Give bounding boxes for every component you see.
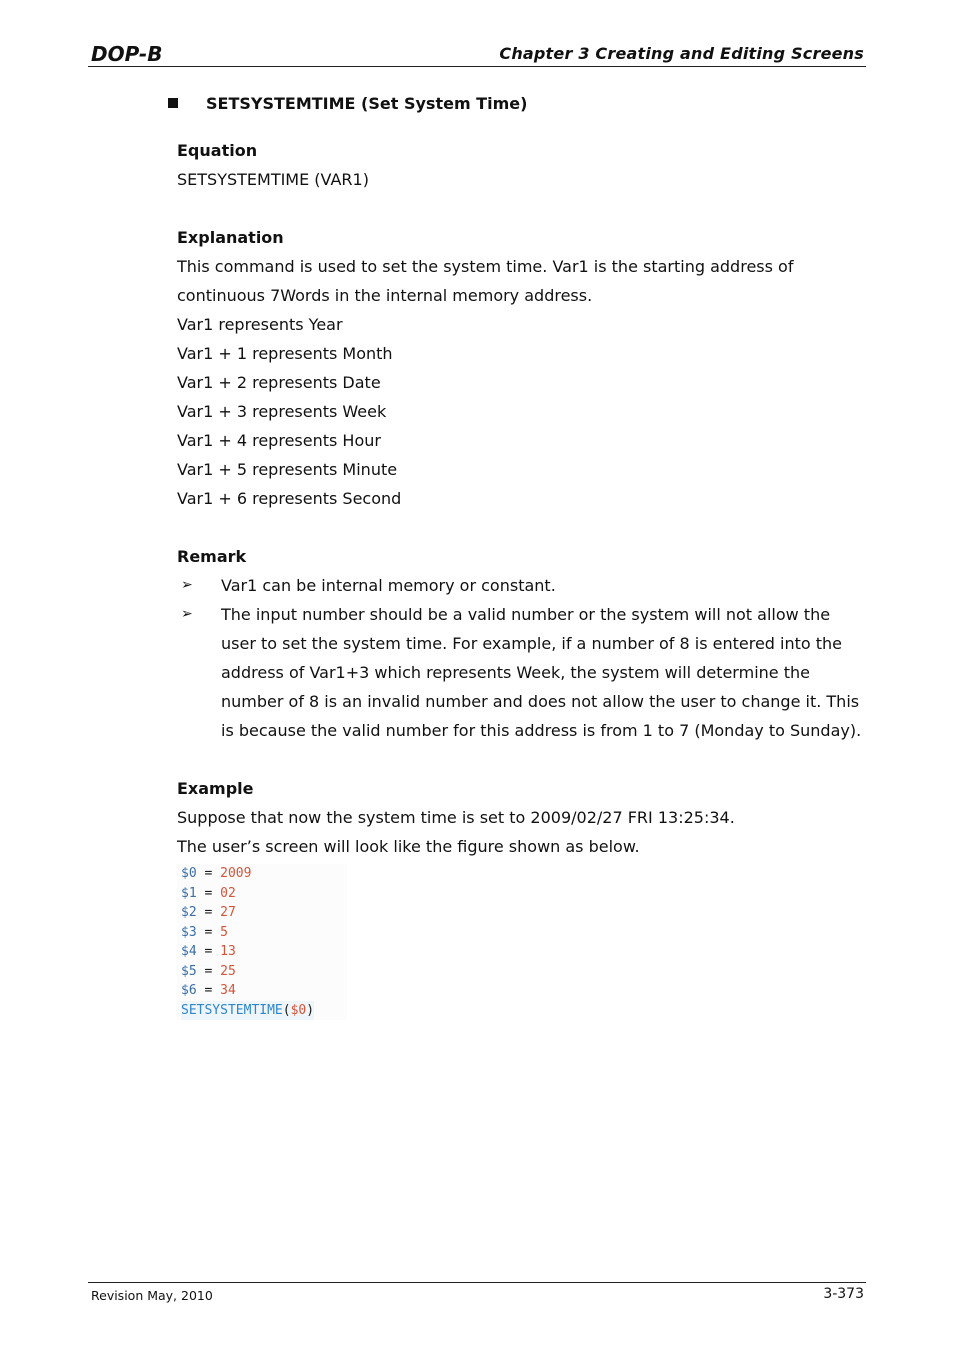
code-variable: $0 [181, 866, 197, 881]
code-function: SETSYSTEMTIME [181, 1002, 283, 1018]
code-value: 13 [220, 944, 236, 959]
code-value: 5 [220, 924, 228, 940]
code-variable: $6 [181, 983, 197, 998]
code-line [177, 981, 347, 1001]
code-variable: $2 [181, 905, 197, 920]
remark-item [177, 600, 867, 745]
remark-line: address of Var1+3 which represents Week, the system will determine the [221, 663, 810, 682]
logo-text: DOP-B [91, 42, 163, 66]
code-value: 2009 [220, 866, 252, 881]
code-line [177, 864, 347, 884]
chapter-title: Chapter 3 Creating and Editing Screens [499, 44, 864, 63]
example-code-figure [177, 864, 347, 1020]
explanation-line: Var1 + 2 represents Date [177, 373, 381, 392]
example-line: Suppose that now the system time is set to 2009/02/27 FRI 13:25:34. [177, 808, 735, 827]
code-line [177, 1001, 347, 1021]
remark-heading: Remark [177, 547, 247, 566]
explanation-line: Var1 + 4 represents Hour [177, 431, 381, 450]
code-line [177, 962, 347, 982]
remark-line: Var1 can be internal memory or constant. [221, 576, 556, 595]
arrow-bullet-icon: ➢ [181, 606, 193, 622]
code-operator: = [204, 885, 213, 901]
code-line [177, 884, 347, 904]
code-value: 25 [220, 963, 236, 979]
spacer [177, 513, 867, 542]
explanation-line: Var1 + 1 represents Month [177, 344, 393, 363]
code-variable: $4 [181, 944, 197, 959]
footer-divider [88, 1282, 866, 1283]
code-line [177, 923, 347, 943]
page-number: 3-373 [823, 1286, 864, 1302]
code-paren: ( [282, 1002, 291, 1018]
code-operator: = [204, 905, 213, 920]
dop-b-logo [90, 40, 170, 68]
code-operator: = [204, 944, 213, 959]
explanation-line: Var1 represents Year [177, 315, 343, 334]
main-content [177, 136, 867, 861]
explanation-heading: Explanation [177, 228, 284, 247]
code-line [177, 903, 347, 923]
code-operator: = [204, 866, 213, 881]
explanation-line: Var1 + 3 represents Week [177, 402, 387, 421]
code-argument: $0 [290, 1002, 307, 1018]
explanation-line: Var1 + 6 represents Second [177, 489, 402, 508]
square-bullet-icon [168, 98, 178, 108]
remark-list [177, 571, 867, 745]
code-variable: $5 [181, 963, 197, 979]
remark-line: The input number should be a valid number or the system will not allow the [221, 605, 831, 624]
remark-line: is because the valid number for this address is from 1 to 7 (Monday to Sunday). [221, 721, 862, 740]
section-title: SETSYSTEMTIME (Set System Time) [206, 94, 528, 113]
code-value: 27 [220, 905, 236, 920]
explanation-line: continuous 7Words in the internal memory address. [177, 286, 593, 305]
explanation-line: Var1 + 5 represents Minute [177, 460, 398, 479]
code-value: 34 [220, 983, 236, 998]
remark-line: number of 8 is an invalid number and does not allow the user to change it. This [221, 692, 860, 711]
code-paren: ) [306, 1002, 315, 1018]
remark-item [177, 571, 867, 600]
arrow-bullet-icon: ➢ [181, 577, 193, 593]
code-line [177, 942, 347, 962]
remark-line: user to set the system time. For example, if a number of 8 is entered into the [221, 634, 843, 653]
spacer [177, 745, 867, 774]
header-divider [88, 66, 866, 67]
code-operator: = [204, 983, 213, 998]
spacer [177, 194, 867, 223]
code-variable: $3 [181, 924, 197, 940]
equation-heading: Equation [177, 141, 258, 160]
code-operator: = [204, 963, 213, 979]
code-variable: $1 [181, 885, 197, 901]
code-call [181, 1001, 314, 1021]
equation-text: SETSYSTEMTIME (VAR1) [177, 170, 369, 189]
explanation-line: This command is used to set the system time. Var1 is the starting address of [177, 257, 794, 276]
code-operator: = [204, 924, 213, 940]
revision-text: Revision May, 2010 [91, 1288, 213, 1303]
example-line: The user’s screen will look like the figure shown as below. [177, 837, 640, 856]
example-heading: Example [177, 779, 254, 798]
code-value: 02 [220, 885, 236, 901]
